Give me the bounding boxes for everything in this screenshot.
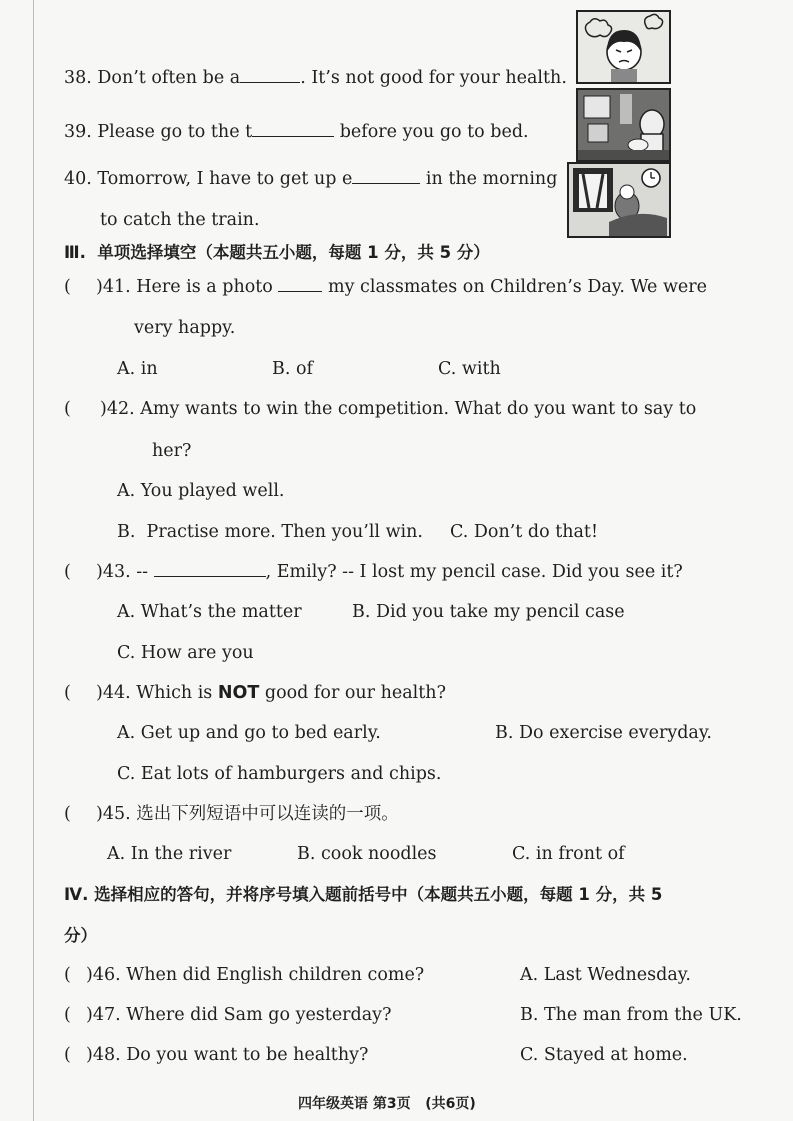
question-45-paren: (: [64, 804, 71, 824]
question-44: [96, 682, 446, 704]
question-45-option-c: C. in front of: [512, 844, 625, 864]
question-38-blank: [240, 68, 300, 83]
question-41-option-b: B. of: [272, 359, 313, 379]
question-42-stem: )42. Amy wants to win the competition. What do you want to say to: [100, 399, 697, 419]
page-footer: 四年级英语 第3页 (共6页): [298, 1096, 476, 1112]
question-47-paren: (: [64, 1005, 71, 1025]
question-40-text-before: 40. Tomorrow, I have to get up e: [64, 169, 353, 189]
question-44-paren: (: [64, 683, 71, 703]
question-39: [64, 121, 529, 143]
question-41-option-a: A. in: [117, 359, 158, 379]
question-40-blank: [352, 169, 420, 184]
question-39-blank: [252, 122, 334, 137]
question-40: [64, 168, 557, 190]
angry-girl-picture-icon: [576, 10, 671, 84]
section-4-heading: Ⅳ. 选择相应的答句，并将序号填入题前括号中（本题共五小题，每题 1 分，共 5: [64, 885, 663, 904]
question-38: [64, 67, 567, 89]
question-43-text-after: , Emily? -- I lost my pencil case. Did you see it?: [265, 562, 683, 582]
question-48-stem: )48. Do you want to be healthy?: [86, 1045, 369, 1065]
section-3-heading: Ⅲ. 单项选择填空（本题共五小题，每题 1 分，共 5 分）: [64, 243, 490, 262]
question-43: [96, 561, 683, 583]
question-39-text-before: 39. Please go to the t: [64, 122, 253, 142]
question-43-text-before: )43. --: [96, 562, 149, 582]
question-44-emphasis: NOT: [217, 683, 260, 703]
question-43-option-b: B. Did you take my pencil case: [352, 602, 625, 622]
toilet-picture-icon: [576, 88, 671, 162]
question-44-option-c: C. Eat lots of hamburgers and chips.: [117, 764, 442, 784]
question-38-text-before: 38. Don’t often be a: [64, 68, 241, 88]
question-44-text-before: )44. Which is: [96, 683, 218, 703]
question-46-paren: (: [64, 965, 71, 985]
question-41-text-after: my classmates on Children’s Day. We were: [328, 277, 708, 297]
question-45-option-a: A. In the river: [107, 844, 232, 864]
answer-option-a: A. Last Wednesday.: [520, 965, 691, 985]
question-41-option-c: C. with: [438, 359, 501, 379]
question-39-text-after: before you go to bed.: [334, 122, 529, 142]
question-41-paren: (: [64, 277, 71, 297]
section-4-heading-line-2: 分）: [64, 926, 97, 945]
question-42-paren: (: [64, 399, 71, 419]
question-41-line-2: very happy.: [134, 318, 236, 338]
alarm-clock-picture-icon: [567, 162, 671, 238]
question-42-option-b: B. Practise more. Then you’ll win.: [117, 522, 423, 542]
question-43-blank: [154, 562, 266, 577]
question-44-option-b: B. Do exercise everyday.: [495, 723, 712, 743]
question-43-option-c: C. How are you: [117, 643, 254, 663]
question-44-option-a: A. Get up and go to bed early.: [117, 723, 381, 743]
question-43-paren: (: [64, 562, 71, 582]
question-41: [96, 276, 707, 298]
question-38-text-after: . It’s not good for your health.: [300, 68, 567, 88]
answer-option-b: B. The man from the UK.: [520, 1005, 742, 1025]
question-46-stem: )46. When did English children come?: [86, 965, 425, 985]
question-43-option-a: A. What’s the matter: [117, 602, 302, 622]
question-42-option-c: C. Don’t do that!: [450, 522, 598, 542]
question-45-option-b: B. cook noodles: [297, 844, 437, 864]
question-44-text-after: good for our health?: [259, 683, 446, 703]
question-48-paren: (: [64, 1045, 71, 1065]
question-42-line-2: her?: [152, 441, 192, 461]
question-42-option-a: A. You played well.: [117, 481, 285, 501]
question-40-text-after: in the morning: [420, 169, 558, 189]
question-41-blank: [278, 277, 322, 292]
question-47-stem: )47. Where did Sam go yesterday?: [86, 1005, 392, 1025]
page-margin-line: [33, 0, 34, 1121]
answer-option-c: C. Stayed at home.: [520, 1045, 688, 1065]
question-40-line-2: to catch the train.: [100, 210, 260, 230]
question-41-text-before: )41. Here is a photo: [96, 277, 273, 297]
question-45-stem: )45. 选出下列短语中可以连读的一项。: [96, 804, 399, 824]
